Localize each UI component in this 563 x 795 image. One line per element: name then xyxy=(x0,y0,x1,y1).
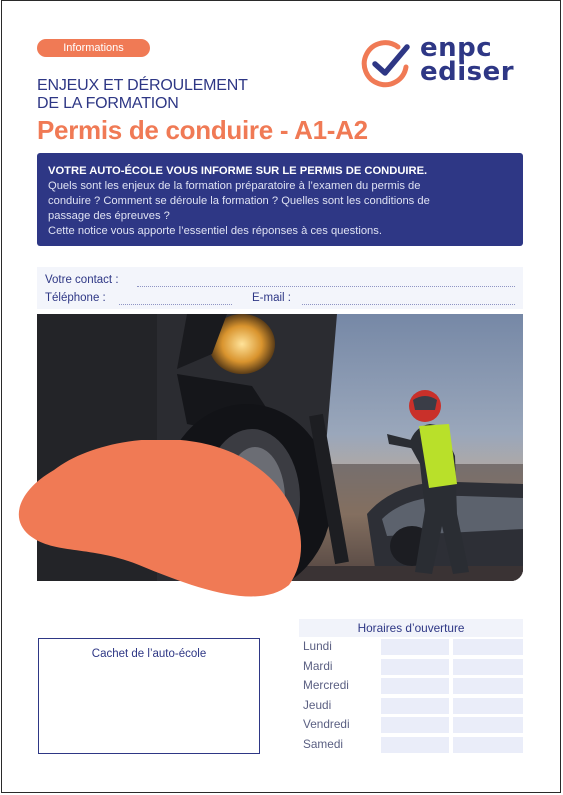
informations-tag: Informations xyxy=(37,39,150,57)
info-line: Quels sont les enjeux de la formation préparatoire à l’examen du permis de xyxy=(48,180,421,192)
hours-title: Horaires d’ouverture xyxy=(299,619,523,637)
page-subtitle xyxy=(37,77,248,113)
checkmark-circle-icon xyxy=(360,36,416,92)
enpc-ediser-logo xyxy=(360,33,530,92)
hours-row xyxy=(299,735,523,755)
morning-slot[interactable] xyxy=(381,659,449,675)
hours-row xyxy=(299,657,523,677)
hours-row xyxy=(299,696,523,716)
hours-row xyxy=(299,637,523,657)
contact-box xyxy=(37,267,523,309)
day-label: Lundi xyxy=(303,639,332,653)
afternoon-slot[interactable] xyxy=(453,737,523,753)
afternoon-slot[interactable] xyxy=(453,698,523,714)
day-label: Samedi xyxy=(303,736,343,751)
stamp-label: Cachet de l’auto-école xyxy=(91,648,207,660)
subtitle-line-1: ENJEUX ET DÉROULEMENT xyxy=(37,77,248,94)
hours-row xyxy=(299,715,523,735)
info-heading: VOTRE AUTO-ÉCOLE VOUS INFORME SUR LE PERMIS DE CONDUIRE. xyxy=(48,165,428,177)
orange-decorative-shape xyxy=(14,440,310,600)
day-label: Jeudi xyxy=(303,697,332,712)
day-label: Vendredi xyxy=(303,717,350,732)
logo-line-enpc: enpc xyxy=(420,33,493,63)
hours-row xyxy=(299,676,523,696)
afternoon-slot[interactable] xyxy=(453,639,523,655)
contact-field[interactable] xyxy=(137,285,515,287)
afternoon-slot[interactable] xyxy=(453,678,523,694)
morning-slot[interactable] xyxy=(381,639,449,655)
email-label: E-mail : xyxy=(252,292,291,304)
info-line: conduire ? Comment se déroule la formation ? Quelles sont les conditions de xyxy=(48,195,430,207)
logo-wordmark xyxy=(420,33,515,87)
subtitle-line-2: DE LA FORMATION xyxy=(37,95,179,112)
opening-hours-table xyxy=(299,619,523,755)
afternoon-slot[interactable] xyxy=(453,659,523,675)
morning-slot[interactable] xyxy=(381,678,449,694)
info-line: passage des épreuves ? xyxy=(48,210,170,222)
info-box xyxy=(37,153,523,246)
phone-label: Téléphone : xyxy=(45,292,106,304)
phone-field[interactable] xyxy=(119,303,232,305)
morning-slot[interactable] xyxy=(381,737,449,753)
info-body xyxy=(48,179,513,239)
email-field[interactable] xyxy=(302,303,515,305)
stamp-box xyxy=(38,638,260,754)
day-label: Mardi xyxy=(303,658,333,673)
info-line: Cette notice vous apporte l’essentiel des réponses à ces questions. xyxy=(48,225,382,237)
logo-line-ediser: ediser xyxy=(420,57,515,87)
afternoon-slot[interactable] xyxy=(453,717,523,733)
contact-label: Votre contact : xyxy=(45,274,119,286)
morning-slot[interactable] xyxy=(381,717,449,733)
morning-slot[interactable] xyxy=(381,698,449,714)
page-title: Permis de conduire - A1-A2 xyxy=(37,115,368,145)
day-label: Mercredi xyxy=(303,678,349,693)
